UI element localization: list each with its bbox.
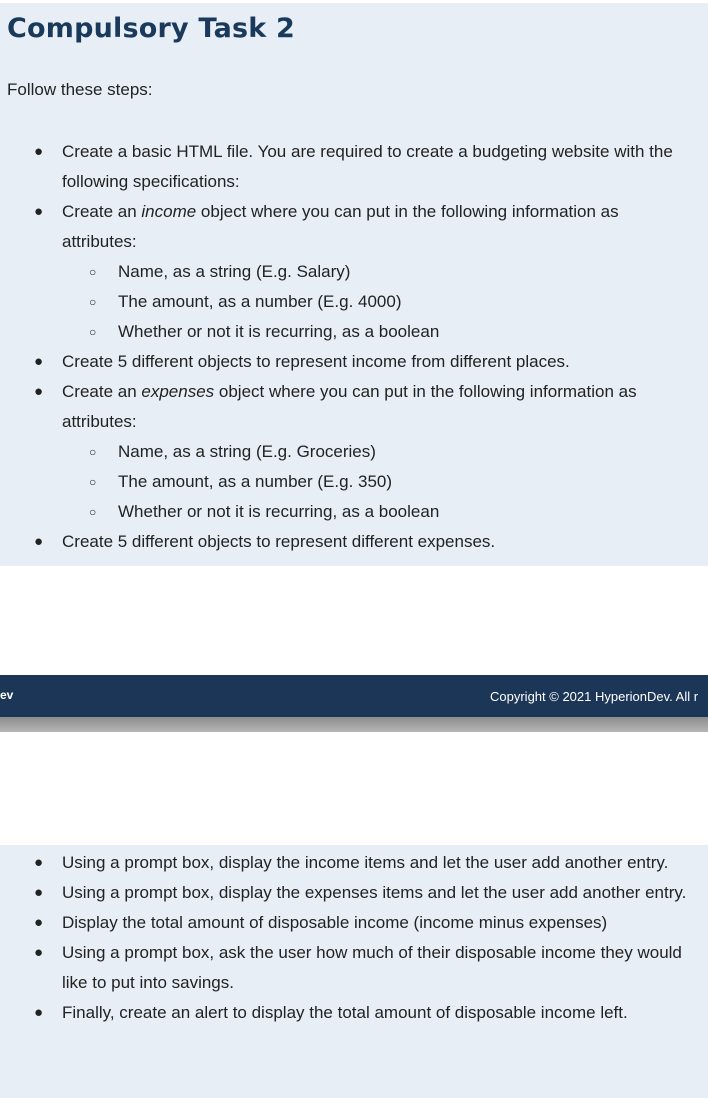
bullet-icon: ● — [34, 854, 44, 871]
sub-list-item-text: Name, as a string (E.g. Salary) — [118, 262, 351, 281]
list-item-text-prefix: Create an — [62, 202, 142, 221]
bullet-icon: ● — [34, 944, 44, 961]
list-item — [0, 347, 708, 377]
sub-list-item-text: Whether or not it is recurring, as a boolean — [118, 322, 440, 341]
list-item — [0, 938, 708, 998]
page-footer — [0, 675, 708, 717]
sub-list-item-text: Name, as a string (E.g. Groceries) — [118, 442, 376, 461]
circle-bullet-icon: ○ — [89, 265, 97, 279]
list-item-text-suffix: object where you can put in the following information as attributes: — [62, 202, 619, 251]
steps-list-bottom — [0, 848, 708, 1028]
list-item — [0, 998, 708, 1028]
list-item — [0, 848, 708, 878]
steps-list-top — [0, 137, 708, 557]
circle-bullet-icon: ○ — [89, 475, 97, 489]
bullet-icon: ● — [34, 383, 44, 400]
bullet-icon: ● — [34, 533, 44, 550]
list-item-text-prefix: Create an — [62, 382, 142, 401]
sub-list-item — [0, 257, 708, 287]
list-item-text: Using a prompt box, display the expenses items and let the user add another entry. — [62, 883, 687, 902]
list-item-emphasis: income — [141, 202, 197, 221]
bullet-icon: ● — [34, 203, 44, 220]
sub-list-item-text: Whether or not it is recurring, as a boolean — [118, 502, 440, 521]
list-item-text: Finally, create an alert to display the total amount of disposable income left. — [62, 1003, 628, 1022]
bullet-icon: ● — [34, 353, 44, 370]
sub-list-item-text: The amount, as a number (E.g. 4000) — [118, 292, 402, 311]
task-panel-bottom — [0, 845, 708, 1098]
list-item — [0, 197, 708, 257]
list-item — [0, 377, 708, 437]
bullet-icon: ● — [34, 884, 44, 901]
list-item-text: Create 5 different objects to represent income from different places. — [62, 352, 570, 371]
list-item — [0, 908, 708, 938]
list-item — [0, 878, 708, 908]
list-item-text: Create a basic HTML file. You are required to create a budgeting website with the following specifications: — [62, 142, 673, 191]
circle-bullet-icon: ○ — [89, 325, 97, 339]
list-item-text-suffix: object where you can put in the following information as attributes: — [62, 382, 637, 431]
list-item — [0, 527, 708, 557]
sub-list-item — [0, 287, 708, 317]
task-panel-top — [0, 3, 708, 566]
sub-list-item — [0, 317, 708, 347]
bullet-icon: ● — [34, 1004, 44, 1021]
sub-list-item — [0, 497, 708, 527]
sub-list-item-text: The amount, as a number (E.g. 350) — [118, 472, 393, 491]
footer-copyright: Copyright © 2021 HyperionDev. All r — [490, 689, 699, 704]
list-item — [0, 137, 708, 197]
list-item-text: Using a prompt box, ask the user how much of their disposable income they would like to put into savings. — [62, 943, 682, 992]
circle-bullet-icon: ○ — [89, 445, 97, 459]
list-item-text: Create 5 different objects to represent different expenses. — [62, 532, 496, 551]
task-intro: Follow these steps: — [7, 80, 153, 99]
circle-bullet-icon: ○ — [89, 295, 97, 309]
bullet-icon: ● — [34, 143, 44, 160]
bullet-icon: ● — [34, 914, 44, 931]
footer-brand-fragment: ev — [0, 688, 14, 702]
list-item-text: Using a prompt box, display the income items and let the user add another entry. — [62, 853, 669, 872]
task-title: Compulsory Task 2 — [7, 13, 296, 44]
sub-list-item — [0, 437, 708, 467]
circle-bullet-icon: ○ — [89, 505, 97, 519]
list-item-emphasis: expenses — [141, 382, 215, 401]
sub-list-item — [0, 467, 708, 497]
list-item-text: Display the total amount of disposable income (income minus expenses) — [62, 913, 608, 932]
page-break-shadow — [0, 717, 708, 732]
